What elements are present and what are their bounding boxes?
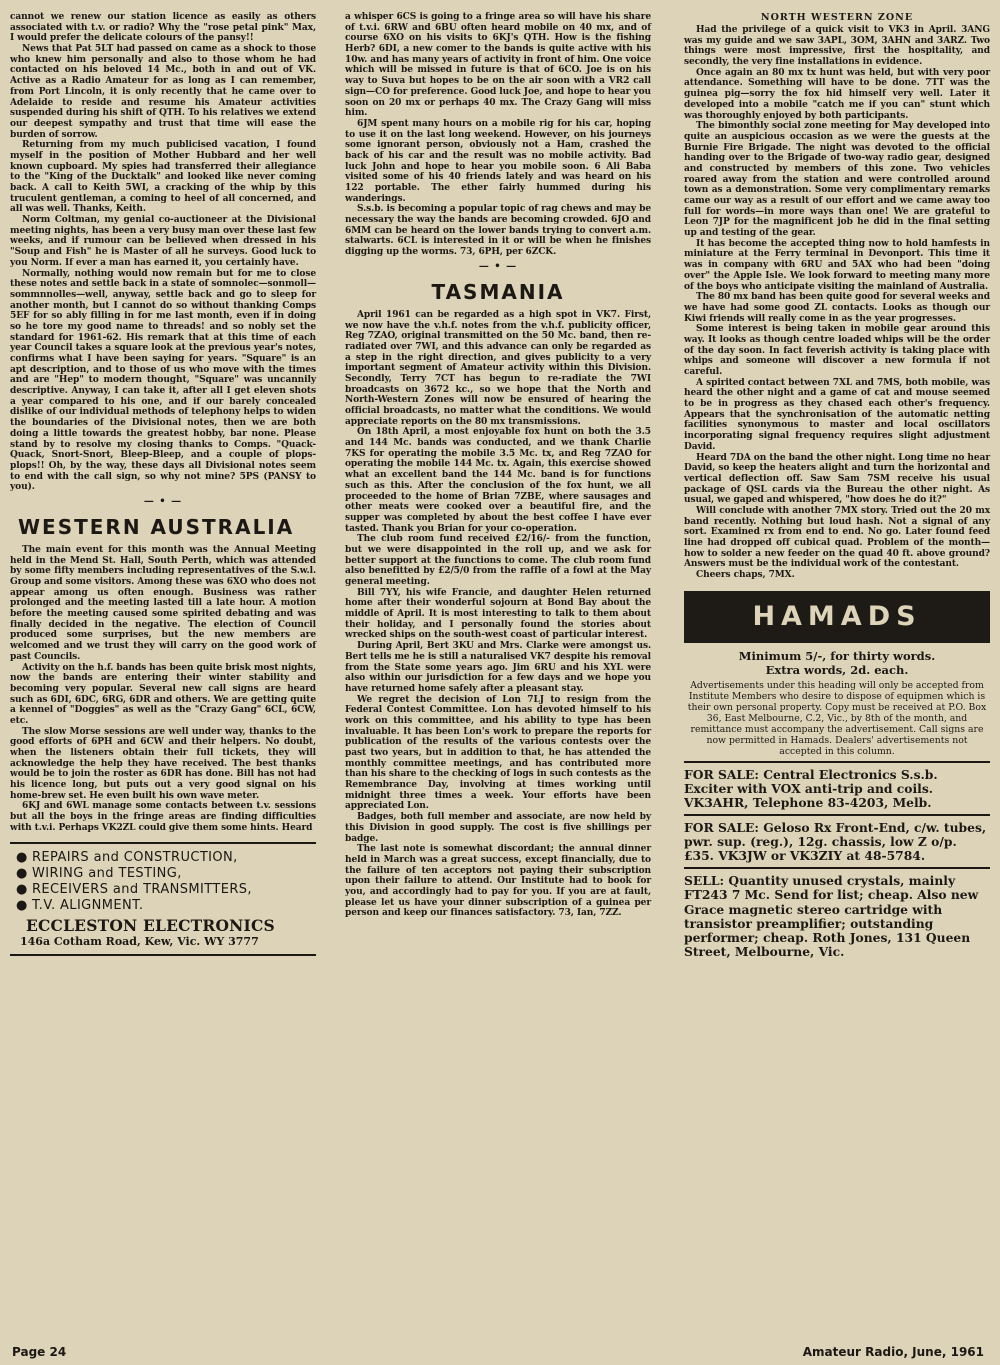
section-separator: — • — [478,260,518,272]
subheading-north-western-zone: NORTH WESTERN ZONE [760,12,914,23]
hamads-rate: Minimum 5/-, for thirty words. [738,648,936,663]
bullet-icon: ● [16,881,28,897]
paragraph: It has become the accepted thing now to hold hamfests in miniature at the Ferry terminal in Devonport. This time it was in company with 6RU and 5AX who had been "doing over" the Apple Isle. We look forward to meeting many more of the boys who anticipate visiting the mainland of Australia. [684,238,990,292]
section-title-western-australia: WESTERN AUSTRALIA [18,514,295,539]
eccleston-advertisement [10,842,316,956]
classified-ad [684,867,990,963]
classified-lead: FOR SALE: [684,820,759,836]
ad-address: 146a Cotham Road, Kew, Vic. WY 3777 [20,934,259,948]
classified-lead: FOR SALE: [684,766,759,782]
paragraph: Bill 7YY, his wife Francie, and daughter Helen returned home after their wonderful sojourn at Bond Bay about the middle of April. It is most interesting to talk to them about their holiday, and I personally found the stories about wrecked ships on the south-west coast of particular interest. [345,587,651,641]
paragraph: 6KJ and 6WL manage some contacts between t.v. sessions but all the boys in the fringe areas are finding difficulties with t.v.i. Perhaps VK2ZL could give them some hints. Heard [10,801,316,833]
paragraph: Normally, nothing would now remain but for me to close these notes and settle back in a state of somnolec—sonmoll—sommnnolles—well, anyway, settle back and go to sleep for another month, but I cannot do so without thanking Comps 5EF for so ably filling in for me last month, even if in doing so he tore my good name to threads! and so nobly set the standard for 1961-62. His remark that at this time of each year Council takes a square look at the previous year's notes, confirms what I have been saying for years. "Square" is an apt description, and to those of us who move with the times and are "Hep" to modern thought, "Square" was uncannily descriptive. Anyway, I can take it, after all I get eleven shots a year compared to his one, and if our barely concealed dislike of our individual methods of telephony helps to widen the boundaries of the Divisional notes, then we are both doing a little towards the greatest hobby, bar none. Please stand by to resolve my closing thanks to Comps. "Quack-Quack, Snort-Snort, Bleep-Bleep, and a couple of plops-plops!! Oh, by the way, these days all Divisional notes seem to end with the call sign, so why not mine? 5PS (PANSY to you). [10,268,316,493]
paragraph: a whisper 6CS is going to a fringe area so will have his share of t.v.i. 6RW and 6BU often heard mobile on 40 mx, and of course 6XO on his visits to 6KJ's QTH. How is the fishing Herb? 6DI, a new comer to the bands is quite active with his 10w. and has many years of activity in front of him. One voice which will be missed in future is that of 6CO. Joe is on his way to Suva but hopes to be on the air soon with a VR2 call sign—CO for preference. Good luck Joe, and hope to hear you soon on 20 mx or perhaps 40 mx. The Crazy Gang will miss him. [345,12,651,119]
column-3 [684,12,990,963]
hamads-banner: HAMADS [684,591,990,643]
column-1 [10,12,316,956]
paragraph: Will conclude with another 7MX story. Tried out the 20 mx band recently. Nothing but loud hash. Not a signal of any sort. Examined rx from end to end. No go. Later found feed line had dropped off cubical quad. Problem of the month—how to solder a new feeder on the quad 40 ft. above ground? Answers must be the individual work of the contestant. [684,505,990,570]
paragraph: Had the privilege of a quick visit to VK3 in April. 3ANG was my guide and we saw 3APL, 3OM, 3AHN and 3ARZ. Two things were most impressive, first the hospitality, and secondly, the very fine installations in evidence. [684,25,990,68]
paragraph: April 1961 can be regarded as a high spot in VK7. First, we now have the v.h.f. notes from the v.h.f. publicity officer, Reg 7ZAO, original transmitted on the 50 Mc. band, then re-radiated over 7WI, and this advance can only be regarded as a step in the right direction, and gives publicity to a very important segment of Amateur activity within this Division. Secondly, Terry 7CT has begun to re-radiate the 7WI broadcasts on 3672 kc., so we hope that the North and North-Western Zones will now be ensured of hearing the official broadcasts, no matter what the conditions. We would appreciate reports on the 80 mx transmissions. [345,309,651,427]
section-title-tasmania: TASMANIA [431,279,565,304]
paragraph: S.s.b. is becoming a popular topic of rag chews and may be necessary the way the bands are becoming crowded. 6JO and 6MM can be heard on the lower bands trying to convert a.m. stalwarts. 6CL is interested in it or will be when he finishes digging up the worms. 73, 6PH, per 6ZCK. [345,204,651,258]
classified-text: Quantity unused crystals, mainly FT243 7 Mc. Send for list; cheap. Also new Grace magnetic stereo cartridge with transistor preamplifier; outstanding performer; cheap. Roth Jones, 131 Queen Street, Melbourne, Vic. [684,873,979,959]
paragraph: Once again an 80 mx tx hunt was held, but with very poor attendance. Something will have to be done. 7TT was the guinea pig—sorry the fox hid himself very well. Later it developed into a mobile "catch me if you can" stunt which was thoroughly enjoyed by both participants. [684,67,990,121]
ad-line: ● T.V. ALIGNMENT. [16,897,144,913]
paragraph: News that Pat 5LT had passed on came as a shock to those who knew him personally and also to those whom he had contacted on his beloved 14 Mc., both in and out of VK. Active as a Radio Amateur for as long as I can remember, from Port Lincoln, it is only recently that he came over to Adelaide to reside and resume his Amateur activities suspended during his shift of QTH. To his relatives we extend our deepest sympathy and trust that time will ease the burden of sorrow. [10,44,316,140]
paragraph: cannot we renew our station licence as easily as others associated with t.v. or radio? Why the "rose petal pink" Max, I would prefer the delicate colours of the pansy!! [10,12,316,44]
classified-ad [684,761,990,814]
paragraph: The main event for this month was the Annual Meeting held in the Mend St. Hall, South Perth, which was attended by some fifty members including representatives of the S.w.l. Group and some visitors. Among these was 6XO who does not appear among us often enough. Business was rather prolonged and the meeting lasted till a late hour. A motion before the meeting caused some spirited debating and was finally decided in the negative. The election of Council produced some surprises, but the new members are welcomed and we trust they will carry on the good work of past Councils. [10,544,316,662]
paragraph: We regret the decision of Lon 7LJ to resign from the Federal Contest Committee. Lon has devoted himself to his work on this committee, and his ability to type has been invaluable. It has been Lon's work to prepare the reports for publication of the results of the various contests over the past two years, but in addition to that, he has attended the monthly committee meetings, and has contributed more than his share to the checking of logs in such contests as the Remembrance Day, involving at times working until midnight three times a week. Your efforts have been appreciated Lon. [345,694,651,812]
paragraph: The club room fund received £2/16/- from the function, but we were disappointed in the roll up, and we ask for better support at the functions to come. The club room fund also benefitted by £2/5/0 from the raffle of a fowl at the May general meeting. [345,534,651,587]
page-number: Page 24 [12,1345,67,1359]
classified-ad [684,814,990,867]
classified-text: Central Electronics S.s.b. Exciter with VOX anti-trip and coils. VK3AHR, Telephone 83-4203, Melb. [684,766,938,810]
paragraph: Returning from my much publicised vacation, I found myself in the position of Mother Hubbard and her well known cupboard. My spies had transferred their allegiance to the "King of the Ducktalk" and looked like never coming back. A call to Keith 5WI, a cracking of the whip by this truculent gentleman, a coming to heel of all concerned, and all was well. Thanks, Keith. [10,140,316,215]
paragraph: On 18th April, a most enjoyable fox hunt on both the 3.5 and 144 Mc. bands was conducted, and we thank Charlie 7KS for operating the mobile 3.5 Mc. tx, and Reg 7ZAO for operating the mobile 144 Mc. tx. Again, this exercise showed what an excellent band the 144 Mc. band is for functions such as this. After the conclusion of the fox hunt, we all proceeded to the home of Brian 7ZBE, where sausages and other meats were cooked over a beautiful fire, and the supper was completed by about the best coffee I have ever tasted. Thank you Brian for your co-operation. [345,427,651,534]
paragraph: The last note is somewhat discordant; the annual dinner held in March was a great success, except financially, due to the failure of ten acceptors not paying their subscription upon their failure to attend. Our Institute had to book for you, and accordingly had to pay for you. If you are at fault, please let us have your dinner subscription of a guinea per person and keep our finances satisfactory. 73, Ian, 7ZZ. [345,844,651,919]
section-separator: — • — [143,495,183,507]
column-2 [345,12,651,919]
hamads-conditions: Advertisements under this heading will only be accepted from Institute Members who desire to dispose of equipmen which is their own personal property. Copy must be received at P.O. Box 36, East Melbourne, C.2, Vic., by 8th of the month, and remittance must accompany the advertisement. Call signs are now permitted in Hamads. Dealers' advertisements not accepted in this column. [687,679,987,757]
paragraph: 6JM spent many hours on a mobile rig for his car, hoping to use it on the last long weekend. However, on his journeys some ignorant person, obviously not a Ham, crashed the back of his car and the result was no mobile activity. Bad luck John and hope to hear you mobile soon. 6 Ali Baba visited some of his 40 friends lately and was heard on his 122 portable. The ether fairly hummed during his wanderings. [345,118,651,204]
ad-line: ● REPAIRS and CONSTRUCTION, [16,849,238,865]
classified-text: Geloso Rx Front-End, c/w. tubes, pwr. sup. (reg.), 12g. chassis, low Z o/p. £35. VK3JW or VK3ZIY at 48-5784. [684,820,987,864]
paragraph: Norm Coltman, my genial co-auctioneer at the Divisional meeting nights, has been a very busy man over these last few weeks, and if rumour can be believed when dressed in his "Soup and Fish" he is Master of all he surveys. Good luck to you Norm. If ever a man has earned it, you certainly have. [10,215,316,268]
publication-title: Amateur Radio, June, 1961 [802,1345,984,1359]
paragraph: Activity on the h.f. bands has been quite brisk most nights, now the bands are entering their winter stability and becoming very popular. Several new call signs are heard such as 6DI, 6DC, 6RG, 6DR and others. We are getting quite a kennel of "Doggies" as well as the "Crazy Gang" 6CL, 6CW, etc. [10,662,316,726]
paragraph: Badges, both full member and associate, are now held by this Division in good supply. The cost is five shillings per badge. [345,812,651,844]
paragraph: During April, Bert 3KU and Mrs. Clarke were amongst us. Bert tells me he is still a naturalised VK7 despite his removal from the State some years ago. Jim 6RU and his XYL were also within our jurisdiction for a few days and we hope you have returned home safely after a pleasant stay. [345,641,651,694]
paragraph: Cheers chaps, 7MX. [696,570,795,581]
ad-company-name: ECCLESTON ELECTRONICS [26,915,275,935]
paragraph: Heard 7DA on the band the other night. Long time no hear David, so keep the heaters alight and turn the horizontal and vertical deflection off. Saw Sam 7SM receive his usual package of QSL cards via the Bureau the other night. As usual, we gaped and whispered, "how does he do it?" [684,452,990,506]
classified-lead: SELL: [684,873,725,889]
ad-line: ● RECEIVERS and TRANSMITTERS, [16,881,252,897]
bullet-icon: ● [16,865,28,881]
hamads-rate-extra: Extra words, 2d. each. [765,662,909,677]
ad-line: ● WIRING and TESTING, [16,865,182,881]
paragraph: The slow Morse sessions are well under way, thanks to the good efforts of 6PH and 6CW and their helpers. No doubt, when the listeners obtain their full tickets, they will acknowledge the help they have received. The best thanks would be to join the roster as 6DR has done. Bill has not had his licence long, but puts out a very good signal on his home-brew set. He even built his own wave meter. [10,726,316,801]
paragraph: Some interest is being taken in mobile gear around this way. It looks as though centre loaded whips will be the order of the day soon. In fact feverish activity is taking place with whips and someone will discover a new formula if not careful. [684,324,990,377]
bullet-icon: ● [16,897,28,913]
paragraph: The bimonthly social zone meeting for May developed into quite an auspicious occasion as we were the guests at the Burnie Fire Brigade. The night was devoted to the official handing over to the Brigade of two-way radio gear, designed and constructed by members of this zone. Two vehicles roared away from the station and were controlled around town as a demonstration. Some very complimentary remarks came our way as a result of our effort and we came away too full for words—in more ways than one! We are grateful to Leon 7JP for the magnificent job he did in the final setting up and testing of the gear. [684,121,990,239]
paragraph: The 80 mx band has been quite good for several weeks and we have had some good ZL contacts. Looks as though our Kiwi friends will really come in as the year progresses. [684,292,990,324]
paragraph: A spirited contact between 7XL and 7MS, both mobile, was heard the other night and a game of cat and mouse seemed to be in progress as they chased each other's frequency. Appears that the synchronisation of the automatic netting facilities synonymous to master and local oscillators incorporating signal frequency requires slight adjustment David. [684,377,990,452]
bullet-icon: ● [16,849,28,865]
